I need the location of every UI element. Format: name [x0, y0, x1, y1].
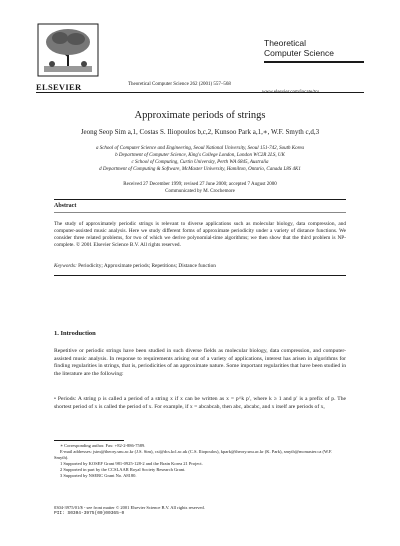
brand-rule	[264, 61, 364, 63]
abstract-heading-rule	[54, 212, 346, 213]
footnote-2: 2 Supported in part by the CCSLAAR Royal Society Research Grant.	[60, 467, 186, 472]
abstract-heading: Abstract	[54, 203, 77, 209]
elsevier-logo	[36, 22, 100, 78]
abstract-top-rule	[54, 199, 346, 200]
pii-line: PII: S0304-3975(00)00365-0	[54, 511, 125, 516]
footnote-emails: E-mail addresses: jsim@theory.snu.ac.kr (J.S. Sim), csi@dcs.kcl.ac.uk (C.S. Iliopoulos), kpark@theory.snu.ac.kr (K. Park), smyth@mcmaster.ca (W.F. Smyth).	[54, 449, 333, 460]
section-heading: 1. Introduction	[54, 330, 96, 337]
affiliation-a: a School of Computer Science and Engineering, Seoul National University, Seoul 151-742, South Korea	[95, 146, 305, 151]
footnote-rule	[54, 440, 124, 441]
keywords-list: Periodicity; Approximate periods; Repetitions; Distance function	[78, 263, 216, 269]
brand-line-1: Theoretical	[264, 38, 307, 48]
affiliation-c: c School of Computing, Curtin University, Perth WA 6845, Australia	[131, 160, 269, 165]
received-dates: Received 27 December 1999; revised 27 June 2000; accepted 7 August 2000	[123, 182, 277, 187]
brand-line-2: Computer Science	[264, 48, 334, 58]
header-divider	[36, 92, 364, 93]
affiliation-d: d Department of Computing & Software, McMaster University, Hamilton, Ontario, Canada L8S 4K1	[99, 167, 301, 172]
keywords-label: Keywords:	[54, 263, 77, 269]
abstract-text: The study of approximately periodic strings is relevant to diverse applications such as molecular biology, data compression, and computer-assisted music analysis. Here we study different forms of approximate periodicity under a variety of distance functions. We consider three related problems, for two of which we derive polynomial-time algorithms; we then show that the third problem is NP-complete. © 2001 Elsevier Science B.V. All rights reserved.	[54, 221, 346, 248]
journal-citation: Theoretical Computer Science 262 (2001) 557–568	[128, 82, 231, 87]
footnote-1: 1 Supported by KOSEF Grant 981-0925-128-2 and the Brain Korea 21 Project.	[60, 461, 203, 466]
periods-bullet: • Periods: A string p is called a period of a string x if x can be written as x = p^k p′, where k ≥ 1 and p′ is a prefix of p. The shortest period of x is called the period of x. For example, if x = abcabcab, then abc, abcabc, and x itself are periods of x,	[54, 396, 346, 410]
affiliation-b: b Department of Computer Science, King's College London, London WC2R 2LS, UK	[115, 153, 285, 158]
author-list: Jeong Seop Sim a,1, Costas S. Iliopoulos b,c,2, Kunsoo Park a,1,∗, W.F. Smyth c,d,3	[80, 128, 320, 136]
footnote-corresponding: ∗ Corresponding author. Fax: +82-2-886-7589.	[60, 443, 146, 448]
publisher-name: ELSEVIER	[36, 82, 82, 92]
abstract-bottom-rule	[54, 275, 346, 276]
intro-paragraph: Repetitive or periodic strings have been studied in such diverse fields as molecular biology, data compression, and computer-assisted music analysis. In response to requirements arising out of a variety of applications, interest has arisen in algorithms for finding regularities in strings, that is, periodicities of an approximate nature. Some important regularities that have been studied in the literature are the following:	[54, 348, 346, 378]
affiliations	[36, 145, 364, 173]
footnote-3: 3 Supported by NSERC Grant No. A8180.	[60, 473, 137, 478]
journal-brand	[264, 38, 364, 63]
imprint	[54, 505, 346, 517]
footnotes	[54, 443, 346, 479]
copyright-line: 0304-3975/01/$ - see front matter © 2001 Elsevier Science B.V. All rights reserved.	[54, 505, 205, 510]
article-title: Approximate periods of strings	[134, 110, 266, 121]
communicated-by: Communicated by M. Crochemore	[165, 189, 235, 194]
keywords	[54, 263, 346, 269]
